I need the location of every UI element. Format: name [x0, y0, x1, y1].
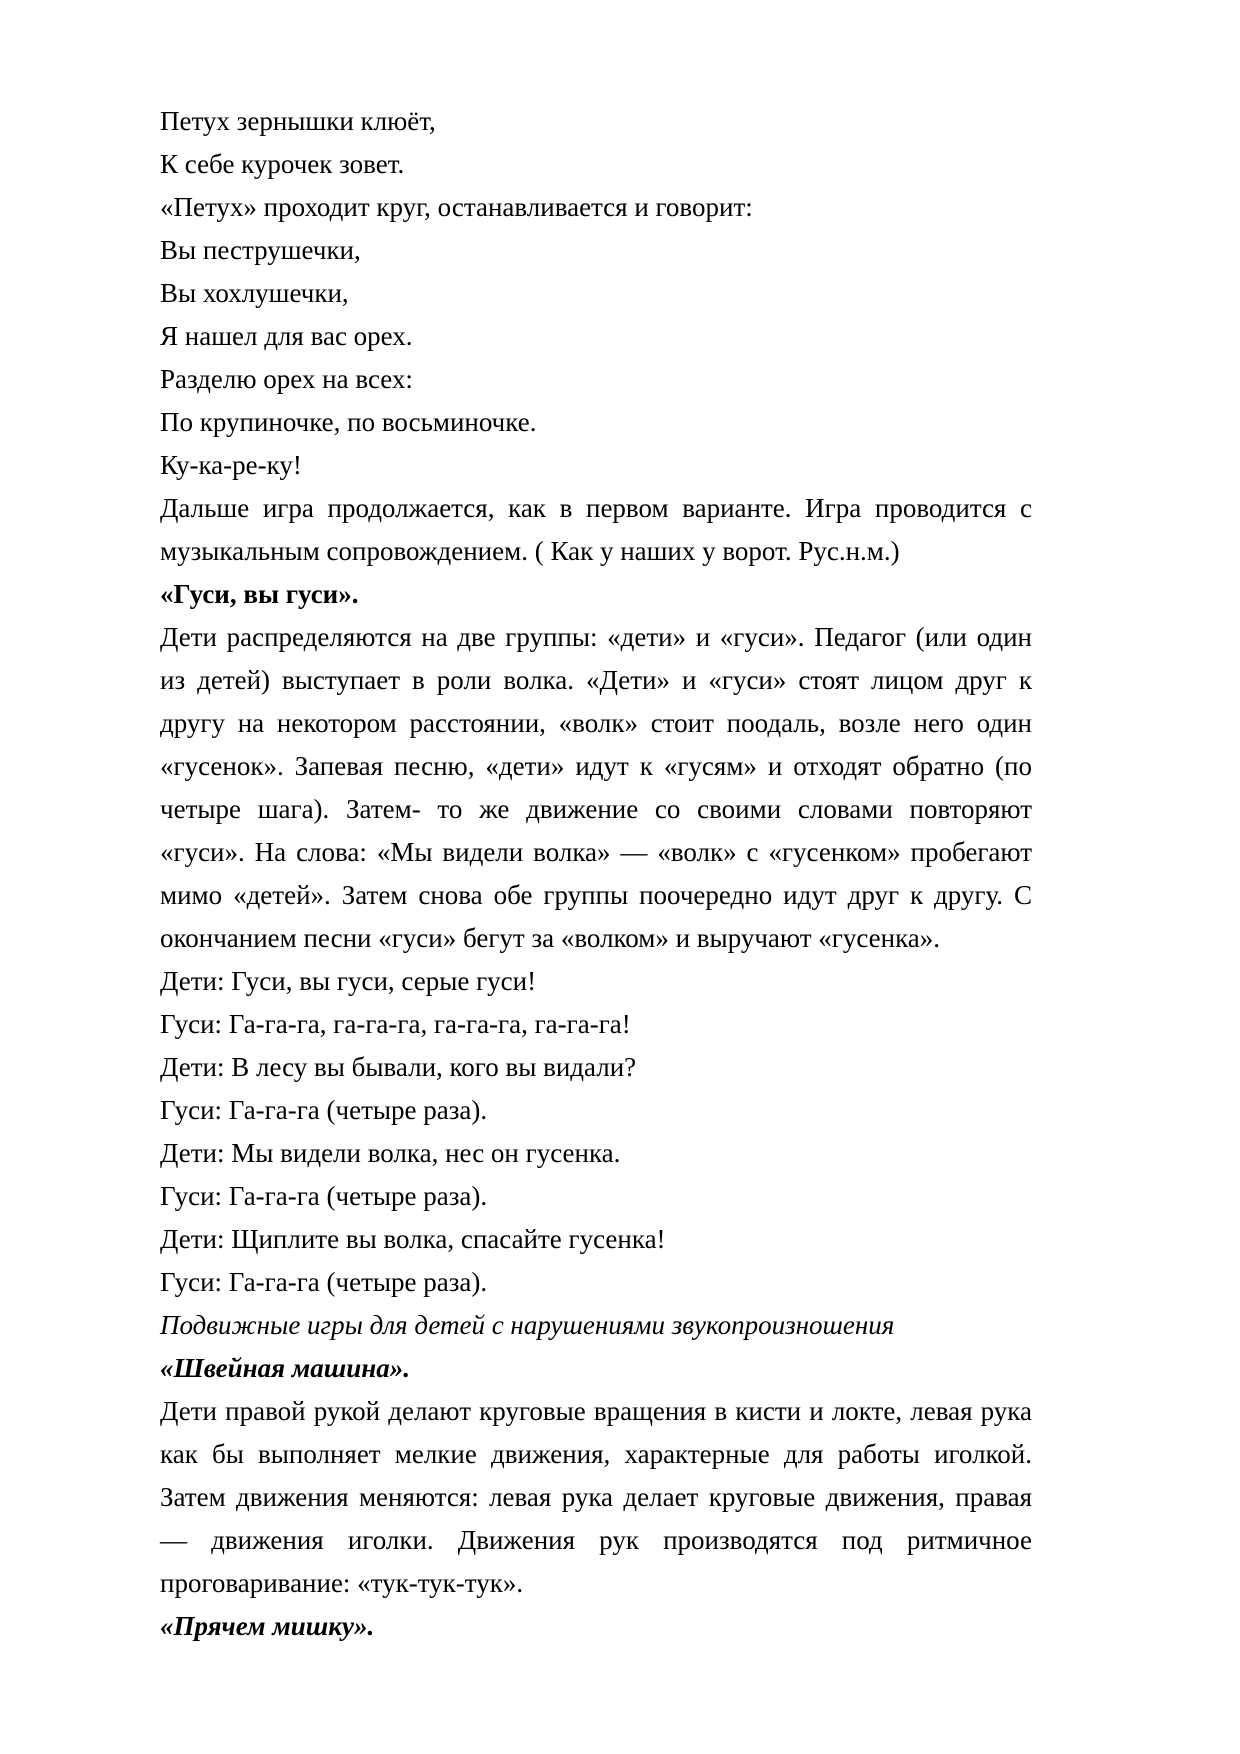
paragraph: Гуси: Га-га-га (четыре раза).: [160, 1181, 488, 1211]
paragraph: Гуси: Га-га-га, га-га-га, га-га-га, га-га-га!: [160, 1009, 631, 1039]
paragraph: Дети: В лесу вы бывали, кого вы видали?: [160, 1052, 637, 1082]
paragraph: «Швейная машина».: [160, 1353, 411, 1383]
paragraph: Дети правой рукой делают круговые вращения в кисти и локте, левая рука как бы выполняет мелкие движения, характерные для работы иголкой. Затем движения меняются: левая рука делает круговые движения, правая — движения иголки. Движения рук производятся под ритмичное проговаривание: «тук-тук-тук».: [160, 1396, 1032, 1598]
paragraph: Дальше игра продолжается, как в первом варианте. Игра проводится с музыкальным сопровождением. ( Как у наших у ворот. Рус.н.м.): [160, 493, 1032, 566]
paragraph: «Прячем мишку».: [160, 1611, 375, 1641]
document-body: [160, 100, 1032, 1648]
paragraph: Дети: Мы видели волка, нес он гусенка.: [160, 1138, 621, 1168]
paragraph: Дети: Щиплите вы волка, спасайте гусенка!: [160, 1224, 666, 1254]
paragraph: Вы хохлушечки,: [160, 278, 349, 308]
paragraph: Ку-ка-ре-ку!: [160, 450, 302, 480]
paragraph: Разделю орех на всех:: [160, 364, 413, 394]
paragraph: «Гуси, вы гуси».: [160, 579, 359, 609]
paragraph: Вы пеструшечки,: [160, 235, 361, 265]
paragraph: К себе курочек зовет.: [160, 149, 405, 179]
paragraph: По крупиночке, по восьминочке.: [160, 407, 537, 437]
paragraph: Гуси: Га-га-га (четыре раза).: [160, 1095, 488, 1125]
paragraph: Я нашел для вас орех.: [160, 321, 413, 351]
paragraph: Дети: Гуси, вы гуси, серые гуси!: [160, 966, 537, 996]
paragraph: «Петух» проходит круг, останавливается и говорит:: [160, 192, 753, 222]
paragraph: Подвижные игры для детей с нарушениями звукопроизношения: [160, 1310, 895, 1340]
paragraph: Дети распределяются на две группы: «дети» и «гуси». Педагог (или один из детей) выступает в роли волка. «Дети» и «гуси» стоят лицом друг к другу на некотором расстоянии, «волк» стоит поодаль, возле него один «гусенок». Запевая песню, «дети» идут к «гусям» и отходят обратно (по четыре шага). Затем- то же движение со своими словами повторяют «гуси». На слова: «Мы видели волка» — «волк» с «гусенком» пробегают мимо «детей». Затем снова обе группы поочередно идут друг к другу. С окончанием песни «гуси» бегут за «волком» и выручают «гусенка».: [160, 622, 1032, 953]
paragraph: Гуси: Га-га-га (четыре раза).: [160, 1267, 488, 1297]
paragraph: Петух зернышки клюёт,: [160, 106, 436, 136]
